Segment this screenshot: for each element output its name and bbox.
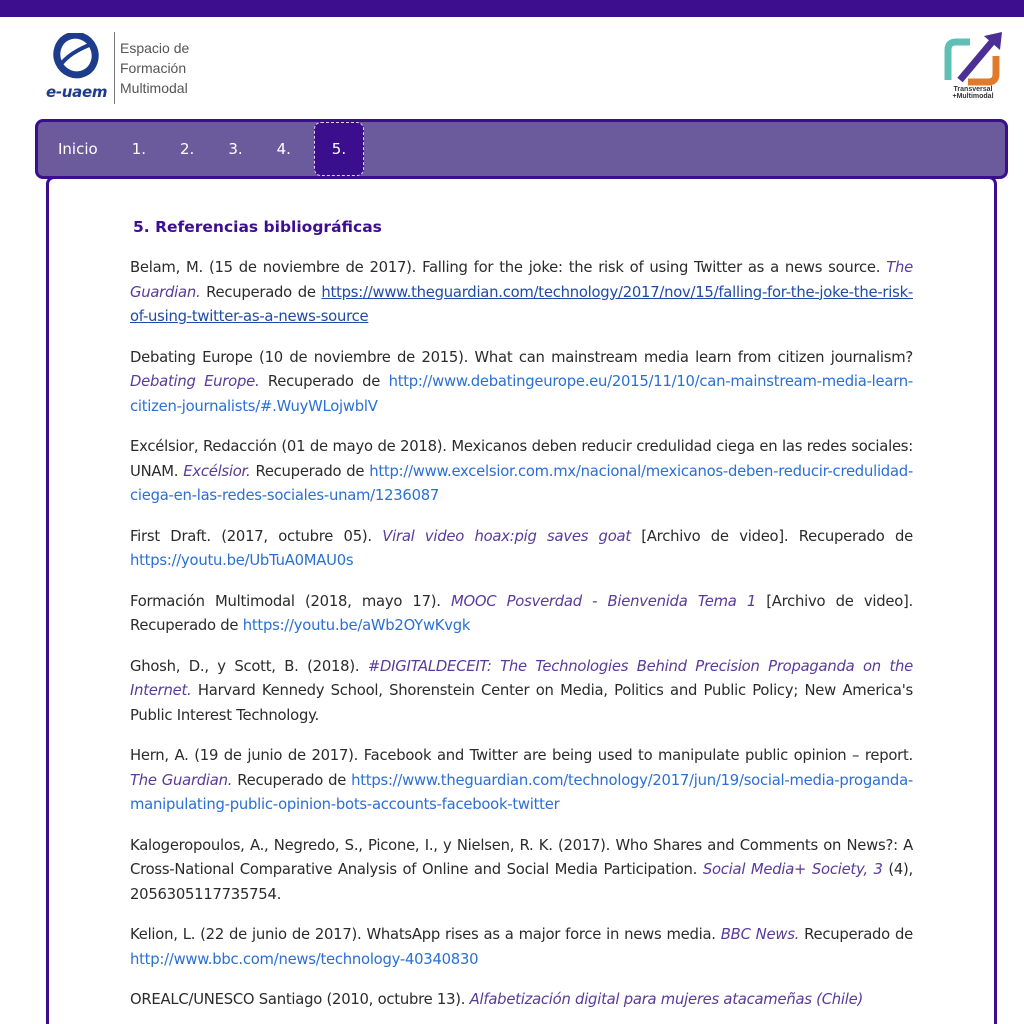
reference-text: Recuperado de — [250, 462, 370, 480]
reference-source-title: The Guardian. — [130, 771, 233, 789]
nav-tab-3[interactable]: 3. — [228, 140, 243, 158]
brand-caption-line: Transversal — [953, 86, 993, 93]
reference-source-title: Excélsior. — [183, 462, 251, 480]
section-title: 5. Referencias bibliográficas — [133, 218, 382, 236]
nav-tab-inicio[interactable]: Inicio — [58, 140, 98, 158]
reference-link[interactable]: http://www.bbc.com/news/technology-40340830 — [130, 950, 479, 968]
reference-text: Recuperado de — [259, 373, 389, 390]
reference-item — [130, 435, 913, 509]
reference-text: Kelion, L. (22 de junio de 2017). WhatsApp rises as a major force in news media. — [130, 926, 721, 943]
reference-link[interactable]: https://youtu.be/UbTuA0MAU0s — [130, 552, 354, 569]
references-content — [130, 218, 913, 1024]
reference-link[interactable]: https://youtu.be/aWb2OYwKvgk — [242, 617, 471, 634]
nav-bar — [35, 119, 1008, 179]
e-logo-icon — [50, 33, 106, 83]
transversal-arrow-icon — [940, 30, 1006, 86]
reference-text: Belam, M. (15 de noviembre de 2017). Falling for the joke: the risk of using Twitter as a news source. — [130, 259, 887, 276]
reference-text: Kalogeropoulos, A., Negredo, S., Picone, I., y Nielsen, R. K. (2017). Who Shares and Comments on News?: A Cross-National Comparative Analysis of Online and Social Media Participation. — [130, 836, 913, 878]
reference-item — [130, 988, 913, 1013]
reference-item — [130, 346, 913, 420]
reference-text: Hern, A. (19 de junio de 2017). Facebook and Twitter are being used to manipulate public opinion – report. — [130, 747, 913, 764]
reference-item — [130, 655, 913, 729]
reference-source-title: BBC News. — [720, 926, 800, 943]
reference-text: Harvard Kennedy School, Shorenstein Center on Media, Politics and Public Policy; New America's Public Interest Technology. — [130, 682, 913, 724]
reference-source-title: The Guardian. — [130, 259, 913, 301]
reference-source-title: Debating Europe. — [130, 373, 260, 390]
reference-text: First Draft. (2017, octubre 05). — [130, 527, 383, 545]
logo-divider — [114, 32, 115, 104]
reference-link[interactable]: https://www.theguardian.com/technology/2017/nov/15/falling-for-the-joke-the-risk-of-using-twitter-as-a-news-source — [130, 283, 913, 325]
nav-tab-5-active[interactable]: 5. — [314, 122, 364, 176]
reference-link[interactable]: https://www.theguardian.com/technology/2017/jun/19/social-media-proganda-manipulating-public-opinion-bots-accounts-facebook-twitter — [130, 771, 913, 813]
e-uaem-logo-mark — [46, 33, 112, 103]
reference-text: OREALC/UNESCO Santiago (2010, octubre 13). — [130, 991, 470, 1008]
logo-line: Formación — [120, 59, 187, 76]
brand-caption-line: +Multimodal — [952, 93, 994, 100]
logo-line: Espacio de — [120, 39, 190, 56]
reference-text: (4), 2056305117735754. — [130, 861, 913, 903]
reference-list — [130, 256, 913, 1013]
reference-text: Recuperado de — [799, 926, 913, 943]
reference-source-title: Social Media+ Society, 3 — [702, 861, 883, 878]
brand-caption — [940, 86, 1006, 100]
reference-text: Excélsior, Redacción (01 de mayo de 2018). Mexicanos deben reducir credulidad ciega en las redes sociales: UNAM. — [130, 438, 913, 480]
reference-text: Ghosh, D., y Scott, B. (2018). — [130, 657, 368, 675]
reference-link[interactable]: http://www.debatingeurope.eu/2015/11/10/can-mainstream-media-learn-citizen-journalists/#.WuyWLojwblV — [130, 373, 913, 415]
reference-text: [Archivo de video]. Recuperado de — [130, 592, 913, 634]
logo-text — [120, 38, 189, 98]
reference-text: Debating Europe (10 de noviembre de 2015). What can mainstream media learn from citizen journalism? — [130, 348, 913, 366]
e-uaem-logo[interactable] — [46, 30, 189, 105]
reference-text: Recuperado de — [232, 771, 352, 789]
reference-source-title: #DIGITALDECEIT: The Technologies Behind Precision Propaganda on the Internet. — [130, 657, 913, 699]
reference-item — [130, 744, 913, 818]
reference-item — [130, 923, 913, 972]
reference-source-title: MOOC Posverdad - Bienvenida Tema 1 — [450, 592, 756, 610]
nav-tab-1[interactable]: 1. — [131, 140, 147, 158]
reference-item — [130, 834, 913, 908]
reference-item — [130, 256, 913, 330]
reference-text: Formación Multimodal (2018, mayo 17). — [130, 592, 451, 610]
top-bar — [0, 0, 1024, 17]
reference-source-title: Alfabetización digital para mujeres atacameñas (Chile) — [469, 991, 864, 1008]
logo-line: Multimodal — [120, 79, 188, 96]
transversal-multimodal-logo[interactable] — [940, 30, 1006, 104]
nav-tab-2[interactable]: 2. — [180, 140, 195, 158]
logo-wordmark: e-uaem — [46, 82, 108, 101]
reference-text: [Archivo de video]. Recuperado de — [630, 527, 913, 545]
reference-source-title: Viral video hoax:pig saves goat — [382, 527, 631, 545]
reference-link[interactable]: http://www.excelsior.com.mx/nacional/mexicanos-deben-reducir-credulidad-ciega-en-las-redes-sociales-unam/1236087 — [130, 462, 913, 504]
reference-item — [130, 590, 913, 639]
reference-item — [130, 525, 913, 574]
reference-text: Recuperado de — [200, 283, 322, 301]
nav-tab-4[interactable]: 4. — [276, 140, 291, 158]
